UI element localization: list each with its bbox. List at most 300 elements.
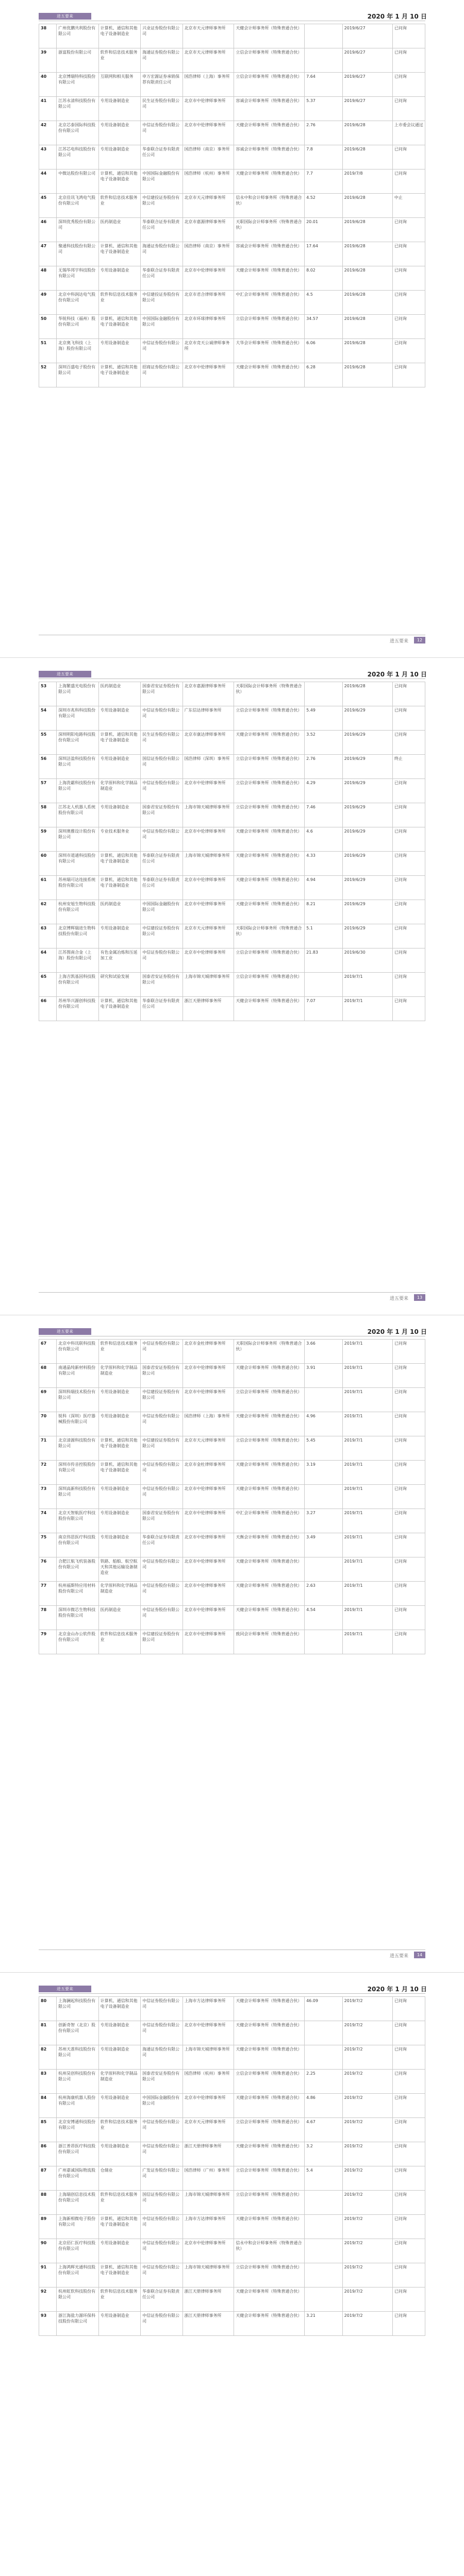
status-cell: 已问询 [392, 2263, 425, 2287]
amount-cell: 4.94 [305, 876, 343, 900]
law-firm-cell: 北京市中伦律师事务所 [183, 900, 234, 924]
table-row [39, 973, 425, 997]
industry-cell: 专用设备制造业 [98, 924, 140, 948]
law-firm-cell: 北京市中伦律师事务所 [183, 827, 234, 852]
row-number-cell: 52 [39, 363, 57, 387]
industry-cell: 专用设备制造业 [98, 706, 140, 731]
company-name-cell: 深圳市道通科技股份有限公司 [57, 852, 98, 876]
table-row [39, 97, 425, 121]
industry-cell: 专用设备制造业 [98, 803, 140, 827]
sponsor-cell: 海通证券股份有限公司 [141, 242, 183, 266]
amount-cell: 21.83 [305, 948, 343, 973]
row-number-cell: 55 [39, 731, 57, 755]
table-row [39, 852, 425, 876]
law-firm-cell: 北京市康达律师事务所 [183, 731, 234, 755]
amount-cell: 4.5 [305, 291, 343, 315]
accountant-cell: 天健会计师事务所（特殊普通合伙） [234, 2215, 305, 2239]
amount-cell [305, 2287, 343, 2312]
company-name-cell: 北京清源科技股份有限公司 [57, 1436, 98, 1461]
industry-cell: 软件和信息技术服务业 [98, 2118, 140, 2142]
table-row [39, 924, 425, 948]
accountant-cell: 天健会计师事务所（特殊普通合伙） [234, 2287, 305, 2312]
industry-cell: 软件和信息技术服务业 [98, 194, 140, 218]
law-firm-cell: 北京市竞天公诚律师事务所 [183, 339, 234, 363]
status-cell: 已问询 [392, 242, 425, 266]
filing-date-cell: 2019/6/28 [342, 291, 392, 315]
amount-cell: 2.25 [305, 2070, 343, 2094]
amount-cell: 4.86 [305, 2094, 343, 2118]
law-firm-cell: 北京市天元律师事务所 [183, 194, 234, 218]
table-row [39, 682, 425, 706]
status-cell: 已问询 [392, 1485, 425, 1509]
sponsor-cell: 中信建投证券股份有限公司 [141, 194, 183, 218]
law-firm-cell: 北京市中伦律师事务所 [183, 1388, 234, 1412]
row-number-cell: 44 [39, 170, 57, 194]
page-number: 12 [414, 637, 425, 643]
status-cell: 已问询 [392, 1997, 425, 2021]
sponsor-cell: 国泰君安证券股份有限公司 [141, 803, 183, 827]
law-firm-cell: 北京市天元律师事务所 [183, 48, 234, 73]
company-name-cell: 上海洗霸科技股份有限公司 [57, 779, 98, 803]
sponsor-cell: 中国国际金融股份有限公司 [141, 315, 183, 339]
amount-cell [305, 1388, 343, 1412]
amount-cell: 4.67 [305, 2118, 343, 2142]
accountant-cell: 容诚会计师事务所（特殊普通合伙） [234, 145, 305, 170]
industry-cell: 化学原料和化学制品制造业 [98, 1364, 140, 1388]
status-cell: 已问询 [392, 1533, 425, 1557]
amount-cell: 46.09 [305, 1997, 343, 2021]
table-row [39, 1630, 425, 1654]
page-header [0, 1327, 464, 1337]
amount-cell: 4.6 [305, 827, 343, 852]
accountant-cell: 信永中和会计师事务所（特殊普通合伙） [234, 2239, 305, 2263]
company-name-cell: 深圳市传音控股股份有限公司 [57, 1461, 98, 1485]
table-row [39, 2312, 425, 2336]
sponsor-cell: 中信证券股份有限公司 [141, 339, 183, 363]
law-firm-cell: 浙江天册律师事务所 [183, 2142, 234, 2166]
law-firm-cell: 北京市中伦律师事务所 [183, 876, 234, 900]
table-row [39, 997, 425, 1021]
table-row [39, 1533, 425, 1557]
accountant-cell: 天职国际会计师事务所（特殊普通合伙） [234, 1340, 305, 1364]
law-firm-cell: 北京市中伦律师事务所 [183, 2021, 234, 2045]
filing-date-cell: 2019/6/29 [342, 876, 392, 900]
row-number-cell: 41 [39, 97, 57, 121]
law-firm-cell: 上海市锦天城律师事务所 [183, 852, 234, 876]
row-number-cell: 80 [39, 1997, 57, 2021]
sponsor-cell: 中信证券股份有限公司 [141, 1582, 183, 1606]
header-badge: 进五要来 [39, 1328, 91, 1335]
filing-date-cell: 2019/6/27 [342, 73, 392, 97]
filing-date-cell: 2019/7/1 [342, 1436, 392, 1461]
row-number-cell: 68 [39, 1364, 57, 1388]
sponsor-cell: 中信证券股份有限公司 [141, 121, 183, 145]
industry-cell: 化学原料和化学制品制造业 [98, 779, 140, 803]
filing-date-cell: 2019/6/29 [342, 900, 392, 924]
accountant-cell: 立信会计师事务所（特殊普通合伙） [234, 779, 305, 803]
filing-date-cell: 2019/7/1 [342, 997, 392, 1021]
filing-date-cell: 2019/7/1 [342, 1412, 392, 1436]
company-name-cell: 华锐科技（福州）股份有限公司 [57, 315, 98, 339]
accountant-cell: 天健会计师事务所（特殊普通合伙） [234, 1582, 305, 1606]
filing-date-cell: 2019/7/2 [342, 2166, 392, 2191]
industry-cell: 医药制造业 [98, 218, 140, 242]
sponsor-cell: 中国国际金融股份有限公司 [141, 170, 183, 194]
accountant-cell: 天健会计师事务所（特殊普通合伙） [234, 266, 305, 291]
table-row [39, 1461, 425, 1485]
amount-cell: 2.76 [305, 755, 343, 779]
filing-date-cell: 2019/7/1 [342, 1582, 392, 1606]
company-name-cell: 中微达股份有限公司 [57, 170, 98, 194]
law-firm-cell: 北京市中伦律师事务所 [183, 2239, 234, 2263]
header-date: 2020 年 1 月 10 日 [367, 1328, 427, 1335]
law-firm-cell: 北京市中伦律师事务所 [183, 97, 234, 121]
table-row [39, 803, 425, 827]
row-number-cell: 40 [39, 73, 57, 97]
accountant-cell: 天健会计师事务所（特殊普通合伙） [234, 24, 305, 48]
law-firm-cell: 国浩律师（广州）事务所 [183, 2166, 234, 2191]
filing-date-cell: 2019/6/28 [342, 242, 392, 266]
amount-cell: 4.33 [305, 852, 343, 876]
company-name-cell: 杭州海康机器人股份有限公司 [57, 2094, 98, 2118]
table-row [39, 2287, 425, 2312]
sponsor-cell: 中信建投证券股份有限公司 [141, 291, 183, 315]
company-name-cell: 广州优鹏共利股份有限公司 [57, 24, 98, 48]
sponsor-cell: 中国国际金融股份有限公司 [141, 2094, 183, 2118]
row-number-cell: 38 [39, 24, 57, 48]
table-row [39, 73, 425, 97]
footer-brand: 进五要来 [389, 639, 408, 644]
filing-date-cell: 2019/7/1 [342, 1606, 392, 1630]
listing-table [39, 682, 425, 1021]
table-row [39, 1485, 425, 1509]
industry-cell: 医药制造业 [98, 682, 140, 706]
table-row [39, 242, 425, 266]
accountant-cell: 天职国际会计师事务所（特殊普通合伙） [234, 682, 305, 706]
law-firm-cell: 北京市天元律师事务所 [183, 924, 234, 948]
status-cell: 已问询 [392, 682, 425, 706]
status-cell: 已问询 [392, 2312, 425, 2336]
status-cell: 已问询 [392, 997, 425, 1021]
accountant-cell: 天健会计师事务所（特殊普通合伙） [234, 900, 305, 924]
company-name-cell: 深圳百盛电子股份有限公司 [57, 363, 98, 387]
company-name-cell: 广州嘉诚国际物流股份有限公司 [57, 2166, 98, 2191]
amount-cell [305, 1630, 343, 1654]
filing-date-cell: 2019/6/29 [342, 755, 392, 779]
footer-brand: 进五要来 [389, 1296, 408, 1301]
law-firm-cell: 北京市嘉源律师事务所 [183, 218, 234, 242]
table-row [39, 876, 425, 900]
row-number-cell: 62 [39, 900, 57, 924]
table-row [39, 948, 425, 973]
table-row [39, 2094, 425, 2118]
accountant-cell: 立信会计师事务所（特殊普通合伙） [234, 2191, 305, 2215]
accountant-cell: 立信会计师事务所（特殊普通合伙） [234, 948, 305, 973]
law-firm-cell: 上海市锦天城律师事务所 [183, 803, 234, 827]
amount-cell: 5.45 [305, 1436, 343, 1461]
company-name-cell: 深圳洁盈科技股份有限公司 [57, 755, 98, 779]
law-firm-cell: 北京市中伦律师事务所 [183, 1509, 234, 1533]
company-name-cell: 北京博瑞特科技股份有限公司 [57, 73, 98, 97]
sponsor-cell: 中信证券股份有限公司 [141, 1412, 183, 1436]
sponsor-cell: 华泰联合证券有限责任公司 [141, 266, 183, 291]
company-name-cell: 上海瑞创信息技术股份有限公司 [57, 2191, 98, 2215]
page-number: 14 [414, 1952, 425, 1958]
table-row [39, 1364, 425, 1388]
row-number-cell: 83 [39, 2070, 57, 2094]
status-cell: 已问询 [392, 1436, 425, 1461]
industry-cell: 专用设备制造业 [98, 1533, 140, 1557]
law-firm-cell: 北京市中伦律师事务所 [183, 1557, 234, 1582]
law-firm-cell: 浙江天册律师事务所 [183, 2312, 234, 2336]
accountant-cell: 天健会计师事务所（特殊普通合伙） [234, 731, 305, 755]
table-row [39, 1557, 425, 1582]
sponsor-cell: 中信证券股份有限公司 [141, 2215, 183, 2239]
table-row [39, 1509, 425, 1533]
industry-cell: 软件和信息技术服务业 [98, 291, 140, 315]
table-row [39, 1340, 425, 1364]
sponsor-cell: 国泰君安证券股份有限公司 [141, 973, 183, 997]
table-row [39, 731, 425, 755]
filing-date-cell: 2019/6/29 [342, 924, 392, 948]
amount-cell: 20.01 [305, 218, 343, 242]
accountant-cell: 立信会计师事务所（特殊普通合伙） [234, 1388, 305, 1412]
filing-date-cell: 2019/7/2 [342, 2142, 392, 2166]
amount-cell: 3.19 [305, 1461, 343, 1485]
amount-cell [305, 2021, 343, 2045]
amount-cell: 5.49 [305, 706, 343, 731]
amount-cell: 6.28 [305, 363, 343, 387]
industry-cell: 计算机、通信和其他电子设备制造业 [98, 363, 140, 387]
footer-brand: 进五要来 [389, 1954, 408, 1959]
accountant-cell: 立信会计师事务所（特殊普通合伙） [234, 1436, 305, 1461]
amount-cell: 5.4 [305, 2166, 343, 2191]
company-name-cell: 深圳优秀股份有限公司 [57, 218, 98, 242]
accountant-cell: 天健会计师事务所（特殊普通合伙） [234, 1461, 305, 1485]
row-number-cell: 53 [39, 682, 57, 706]
page-footer [0, 1292, 464, 1302]
law-firm-cell: 北京市中伦律师事务所 [183, 363, 234, 387]
status-cell: 已问询 [392, 1509, 425, 1533]
row-number-cell: 61 [39, 876, 57, 900]
row-number-cell: 74 [39, 1509, 57, 1533]
listing-table [39, 24, 425, 387]
amount-cell: 3.91 [305, 1364, 343, 1388]
company-name-cell: 无锡华邦宇科技股份有限公司 [57, 266, 98, 291]
amount-cell: 17.64 [305, 242, 343, 266]
industry-cell: 专用设备制造业 [98, 97, 140, 121]
row-number-cell: 84 [39, 2094, 57, 2118]
company-name-cell: 北京中科讯联科技股份有限公司 [57, 1340, 98, 1364]
status-cell: 已问询 [392, 24, 425, 48]
table-row [39, 121, 425, 145]
sponsor-cell: 中信证券股份有限公司 [141, 1485, 183, 1509]
filing-date-cell: 2019/6/27 [342, 24, 392, 48]
filing-date-cell: 2019/6/29 [342, 827, 392, 852]
status-cell: 已问询 [392, 170, 425, 194]
accountant-cell: 天健会计师事务所（特殊普通合伙） [234, 1557, 305, 1582]
sponsor-cell: 国泰君安证券股份有限公司 [141, 1509, 183, 1533]
accountant-cell: 天健会计师事务所（特殊普通合伙） [234, 1606, 305, 1630]
filing-date-cell: 2019/7/1 [342, 973, 392, 997]
law-firm-cell: 北京市环球律师事务所 [183, 315, 234, 339]
company-name-cell: 锐科（深圳）医疗器械股份有限公司 [57, 1412, 98, 1436]
status-cell: 已问询 [392, 2287, 425, 2312]
filing-date-cell: 2019/6/28 [342, 194, 392, 218]
company-name-cell: 杭州虹软科技股份有限公司 [57, 2287, 98, 2312]
company-name-cell: 杭州安旭生物科技股份有限公司 [57, 900, 98, 924]
industry-cell: 专用设备制造业 [98, 1509, 140, 1533]
industry-cell: 仓储业 [98, 2166, 140, 2191]
filing-date-cell: 2019/6/28 [342, 266, 392, 291]
company-name-cell: 创新奇智（北京）股份有限公司 [57, 2021, 98, 2045]
table-row [39, 1412, 425, 1436]
accountant-cell: 立信会计师事务所（特殊普通合伙） [234, 2263, 305, 2287]
table-row [39, 1582, 425, 1606]
table-row [39, 2239, 425, 2263]
industry-cell: 计算机、通信和其他电子设备制造业 [98, 1997, 140, 2021]
industry-cell: 医药制造业 [98, 1606, 140, 1630]
row-number-cell: 89 [39, 2215, 57, 2239]
sponsor-cell: 中信建投证券股份有限公司 [141, 1630, 183, 1654]
industry-cell: 专用设备制造业 [98, 755, 140, 779]
amount-cell: 2.76 [305, 121, 343, 145]
status-cell: 已问询 [392, 706, 425, 731]
law-firm-cell: 上海市方达律师事务所 [183, 2215, 234, 2239]
amount-cell: 4.52 [305, 194, 343, 218]
row-number-cell: 46 [39, 218, 57, 242]
company-name-cell: 深圳奥雅设计股份有限公司 [57, 827, 98, 852]
amount-cell: 8.02 [305, 266, 343, 291]
industry-cell: 计算机、通信和其他电子设备制造业 [98, 242, 140, 266]
filing-date-cell: 2019/7/2 [342, 2263, 392, 2287]
filing-date-cell: 2019/7/2 [342, 2239, 392, 2263]
accountant-cell: 容诚会计师事务所（特殊普通合伙） [234, 242, 305, 266]
row-number-cell: 65 [39, 973, 57, 997]
table-row [39, 1606, 425, 1630]
row-number-cell: 93 [39, 2312, 57, 2336]
header-rule [39, 1993, 425, 1994]
amount-cell: 34.57 [305, 315, 343, 339]
law-firm-cell: 上海市锦天城律师事务所 [183, 2045, 234, 2070]
accountant-cell: 天健会计师事务所（特殊普通合伙） [234, 1997, 305, 2021]
sponsor-cell: 华泰联合证券有限责任公司 [141, 997, 183, 1021]
table-row [39, 363, 425, 387]
industry-cell: 专用设备制造业 [98, 1388, 140, 1412]
law-firm-cell: 上海市锦天城律师事务所 [183, 2191, 234, 2215]
row-number-cell: 90 [39, 2239, 57, 2263]
amount-cell: 7.07 [305, 997, 343, 1021]
law-firm-cell: 北京市中伦律师事务所 [183, 121, 234, 145]
filing-date-cell: 2019/6/29 [342, 803, 392, 827]
status-cell: 终止 [392, 755, 425, 779]
sponsor-cell: 中信建投证券股份有限公司 [141, 1436, 183, 1461]
row-number-cell: 50 [39, 315, 57, 339]
row-number-cell: 86 [39, 2142, 57, 2166]
amount-cell [305, 2239, 343, 2263]
filing-date-cell: 2019/7/1 [342, 1340, 392, 1364]
law-firm-cell: 国浩律师（南京）事务所 [183, 145, 234, 170]
industry-cell: 计算机、通信和其他电子设备制造业 [98, 997, 140, 1021]
accountant-cell: 信永中和会计师事务所（特殊普通合伙） [234, 194, 305, 218]
company-name-cell: 深圳高新科技股份有限公司 [57, 1485, 98, 1509]
company-name-cell: 深圳明阳电路科技股份有限公司 [57, 731, 98, 755]
accountant-cell: 天健会计师事务所（特殊普通合伙） [234, 997, 305, 1021]
row-number-cell: 57 [39, 779, 57, 803]
industry-cell: 专业技术服务业 [98, 827, 140, 852]
company-name-cell: 北京天智航医疗科技股份有限公司 [57, 1509, 98, 1533]
sponsor-cell: 中信证券股份有限公司 [141, 1606, 183, 1630]
sponsor-cell: 华泰联合证券有限责任公司 [141, 145, 183, 170]
law-firm-cell: 北京市中伦律师事务所 [183, 1485, 234, 1509]
status-cell: 中止 [392, 194, 425, 218]
sponsor-cell: 民生证券股份有限公司 [141, 97, 183, 121]
status-cell: 已问询 [392, 973, 425, 997]
status-cell: 已问询 [392, 48, 425, 73]
status-cell: 已问询 [392, 2118, 425, 2142]
company-name-cell: 北京奥飞科技（上海）股份有限公司 [57, 339, 98, 363]
filing-date-cell: 2019/7/2 [342, 2312, 392, 2336]
law-firm-cell: 北京市中伦律师事务所 [183, 1630, 234, 1654]
amount-cell: 7.46 [305, 803, 343, 827]
status-cell: 已问询 [392, 900, 425, 924]
company-name-cell: 江苏北人机器人系统股份有限公司 [57, 803, 98, 827]
sponsor-cell: 国泰君安证券股份有限公司 [141, 2070, 183, 2094]
sponsor-cell: 国泰君安证券股份有限公司 [141, 682, 183, 706]
filing-date-cell: 2019/7/2 [342, 2215, 392, 2239]
status-cell: 已问询 [392, 1630, 425, 1654]
filing-date-cell: 2019/7/1 [342, 1388, 392, 1412]
filing-date-cell: 2019/6/28 [342, 339, 392, 363]
row-number-cell: 43 [39, 145, 57, 170]
status-cell: 已问询 [392, 779, 425, 803]
accountant-cell: 立信会计师事务所（特殊普通合伙） [234, 2118, 305, 2142]
industry-cell: 专用设备制造业 [98, 2239, 140, 2263]
accountant-cell: 天健会计师事务所（特殊普通合伙） [234, 1485, 305, 1509]
sponsor-cell: 中国国际金融股份有限公司 [141, 900, 183, 924]
company-name-cell: 合肥江航飞机装备股份有限公司 [57, 1557, 98, 1582]
amount-cell [305, 682, 343, 706]
company-name-cell: 上海吉凯基因科技股份有限公司 [57, 973, 98, 997]
row-number-cell: 88 [39, 2191, 57, 2215]
filing-date-cell: 2019/6/28 [342, 315, 392, 339]
company-name-cell: 上海新相微电子股份有限公司 [57, 2215, 98, 2239]
industry-cell: 专用设备制造业 [98, 1412, 140, 1436]
row-number-cell: 39 [39, 48, 57, 73]
table-row [39, 2045, 425, 2070]
law-firm-cell: 北京市中伦律师事务所 [183, 1533, 234, 1557]
filing-date-cell: 2019/6/28 [342, 682, 392, 706]
table-row [39, 2070, 425, 2094]
status-cell: 已问询 [392, 803, 425, 827]
amount-cell [305, 2191, 343, 2215]
status-cell: 已问询 [392, 2094, 425, 2118]
row-number-cell: 49 [39, 291, 57, 315]
row-number-cell: 75 [39, 1533, 57, 1557]
header-badge: 进五要来 [39, 671, 91, 677]
company-name-cell: 北京金山办公软件股份有限公司 [57, 1630, 98, 1654]
row-number-cell: 42 [39, 121, 57, 145]
status-cell: 已问询 [392, 1412, 425, 1436]
industry-cell: 专用设备制造业 [98, 2045, 140, 2070]
document-page [0, 657, 464, 1315]
page-header [0, 1984, 464, 1994]
page-header [0, 669, 464, 680]
status-cell: 已问询 [392, 827, 425, 852]
row-number-cell: 47 [39, 242, 57, 266]
industry-cell: 专用设备制造业 [98, 2094, 140, 2118]
accountant-cell: 天健会计师事务所（特殊普通合伙） [234, 2312, 305, 2336]
